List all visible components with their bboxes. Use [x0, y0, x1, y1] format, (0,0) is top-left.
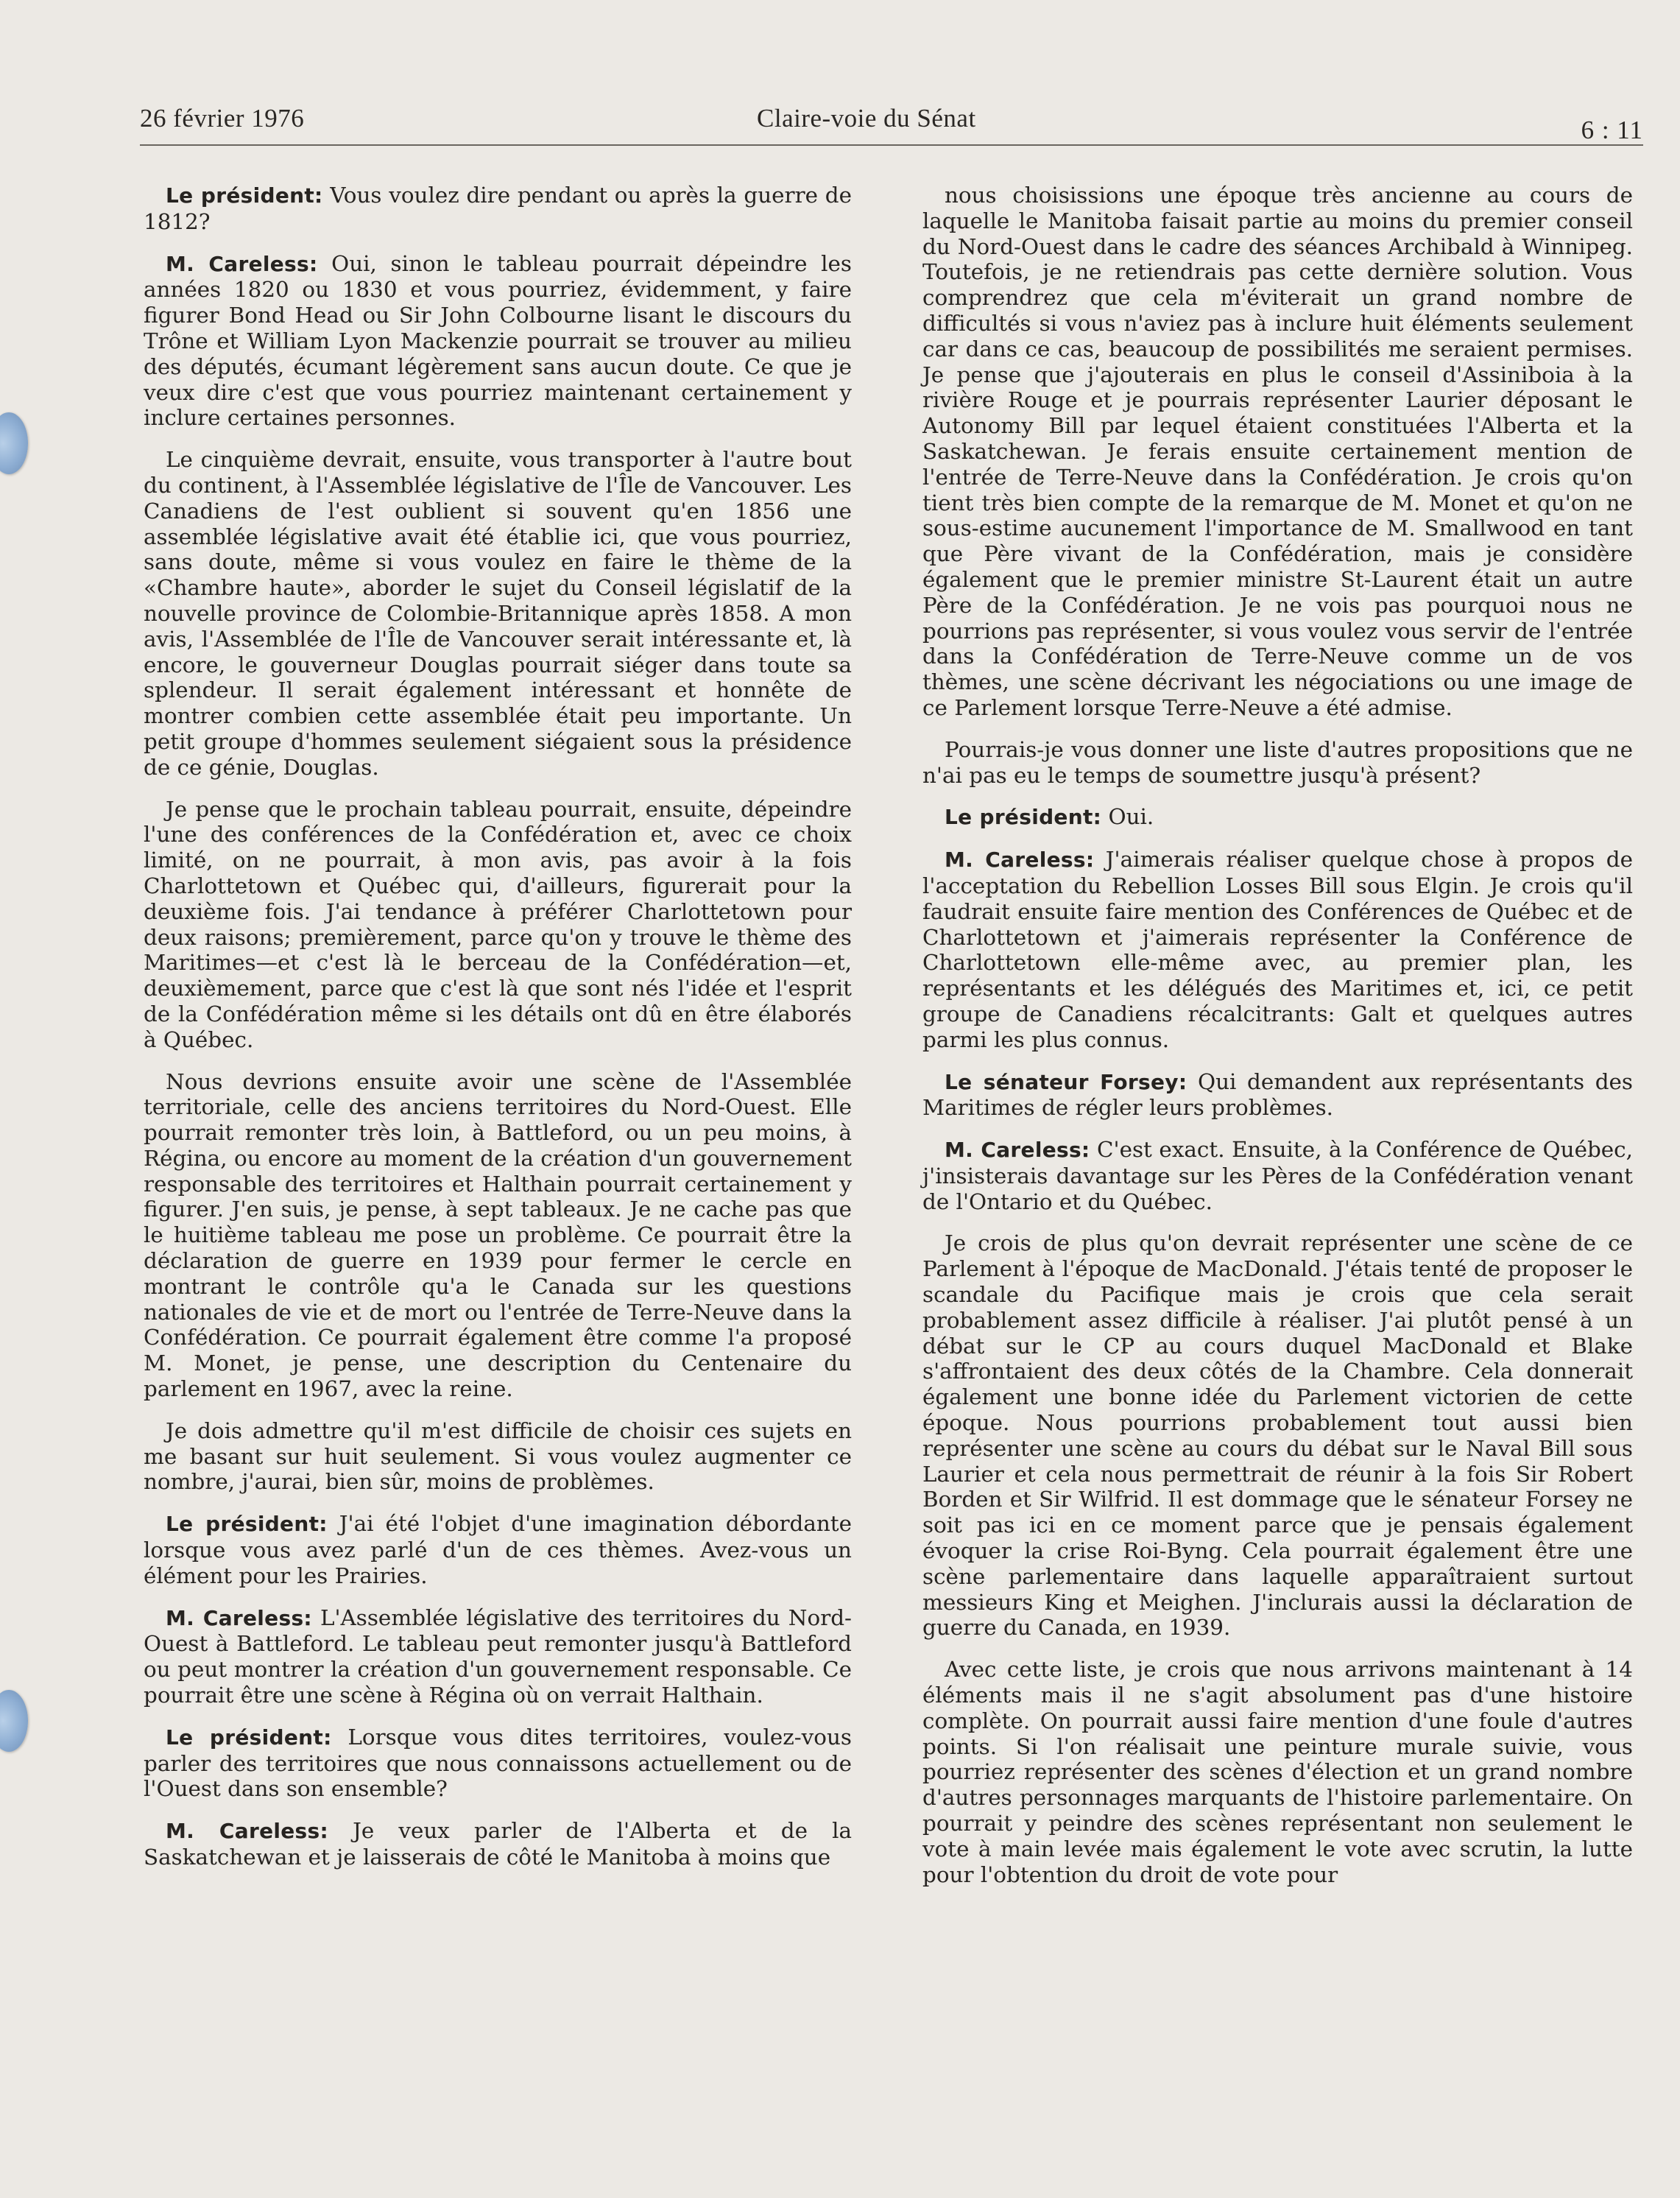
- paragraph-text: Lorsque vous dites territoires, voulez-vous parler des territoires que nous connaissons actuellement ou de l'Ouest dans son ensemble?: [144, 1724, 852, 1802]
- speaker-name: M. Careless:: [166, 1819, 328, 1844]
- binder-hole-bottom: [0, 1690, 28, 1752]
- speaker-name: M. Careless:: [166, 1605, 312, 1630]
- paragraph-text: C'est exact. Ensuite, à la Conférence de Québec, j'insisterais davantage sur les Pères de la Confédération venant de l'Ontario et du Québec.: [922, 1137, 1633, 1214]
- paragraph-text: Pourrais-je vous donner une liste d'autres propositions que ne n'ai pas eu le temps de soumettre jusqu'à présent?: [922, 736, 1633, 788]
- paragraph: [922, 1137, 1633, 1214]
- paragraph: [922, 183, 1633, 721]
- paragraph: [144, 797, 852, 1053]
- paragraph: [922, 847, 1633, 1052]
- speaker-name: M. Careless:: [945, 1138, 1090, 1163]
- speaker-name: Le président:: [945, 805, 1102, 830]
- paragraph: [144, 1818, 852, 1870]
- speaker-name: Le président:: [166, 1725, 332, 1750]
- paragraph: [144, 251, 852, 432]
- speaker-name: M. Careless:: [166, 251, 318, 276]
- paragraph: [922, 1069, 1633, 1121]
- paragraph-text: Qui demandent aux représentants des Maritimes de régler leurs problèmes.: [922, 1068, 1633, 1121]
- paragraph: [144, 1511, 852, 1588]
- speaker-name: Le président:: [166, 183, 323, 208]
- paragraph-text: Je dois admettre qu'il m'est difficile de choisir ces sujets en me basant sur huit seulement. Si vous voulez augmenter ce nombre, j'aurai, bien sûr, moins de problèmes.: [144, 1417, 852, 1495]
- paragraph: [144, 183, 852, 235]
- header-rule: [140, 144, 1643, 146]
- paragraph: [922, 804, 1633, 831]
- paragraph-text: Oui, sinon le tableau pourrait dépeindre les années 1820 ou 1830 et vous pourriez, évidemment, y faire figurer Bond Head ou Sir John Colbourne lisant le discours du Trône et William Lyon Mackenzie pourrait se trouver au milieu des députés, écumant légèrement sans aucun doute. Ce que je veux dire c'est que vous pourriez maintenant certainement y inclure certaines personnes.: [144, 250, 852, 431]
- paragraph: [922, 737, 1633, 789]
- speaker-name: M. Careless:: [945, 848, 1095, 873]
- paragraph: [144, 447, 852, 780]
- paragraph-text: nous choisissions une époque très ancienne au cours de laquelle le Manitoba faisait partie au moins du premier conseil du Nord-Ouest dans le cadre des séances Archibald à Winnipeg. Toutefois, je ne retiendrais pas cette dernière solution. Vous comprendrez que cela m'éviterait un grand nombre de difficultés si vous n'aviez pas à inclure huit éléments seulement car dans ce cas, beaucoup de possibilités me seraient permises. Je pense que j'ajouterais en plus le conseil d'Assiniboia à la rivière Rouge et je pourrais représenter Laurier déposant le Autonomy Bill par lequel étaient constituées l'Alberta et la Saskatchewan. Je ferais ensuite certainement mention de l'entrée de Terre-Neuve dans la Confédération. Je crois qu'on tient très bien compte de la remarque de M. Monet et qu'on ne sous-estime aucunement l'importance de M. Smallwood en tant que Père vivant de la Confédération, mais je considère également que le premier ministre St-Laurent était un autre Père de la Confédération. Je ne vois pas pourquoi nous ne pourrions pas représenter, si vous voulez vous servir de l'entrée dans la Confédération de Terre-Neuve comme un de vos thèmes, une scène décrivant les négociations ou une image de ce Parlement lorsque Terre-Neuve a été admise.: [922, 183, 1633, 720]
- paragraph-text: L'Assemblée législative des territoires du Nord-Ouest à Battleford. Le tableau peut remonter jusqu'à Battleford ou peut montrer la création d'un gouvernement responsable. Ce pourrait être une scène à Régina où on verrait Halthain.: [144, 1605, 852, 1708]
- paragraph-text: Nous devrions ensuite avoir une scène de l'Assemblée territoriale, celle des anciens territoires du Nord-Ouest. Elle pourrait remonter très loin, à Battleford, ou un peu moins, à Régina, ou encore au moment de la création d'un gouvernement responsable des territoires et Halthain pourrait certainement y figurer. J'en suis, je pense, à sept tableaux. Je ne cache pas que le huitième tableau me pose un problème. Ce pourrait être la déclaration de guerre en 1939 pour fermer le cercle en montrant le contrôle qu'a le Canada sur les questions nationales de vie et de mort ou l'entrée de Terre-Neuve dans la Confédération. Ce pourrait également être comme l'a proposé M. Monet, je pense, une description du Centenaire du parlement en 1967, avec la reine.: [144, 1068, 852, 1402]
- paragraph-text: Avec cette liste, je crois que nous arrivons maintenant à 14 éléments mais il ne s'agit absolument pas d'une histoire complète. On pourrait aussi faire mention d'une foule d'autres points. Si l'on réalisait une peinture murale suivie, vous pourriez représenter des scènes d'élection et un grand nombre d'autres personnages marquants de l'histoire parlementaire. On pourrait y peindre des scènes représentant non seulement le vote à main levée mais également le vote avec scrutin, la lutte pour l'obtention du droit de vote pour: [922, 1657, 1633, 1887]
- paragraph: [922, 1657, 1633, 1887]
- paragraph-text: Je veux parler de l'Alberta et de la Saskatchewan et je laisserais de côté le Manitoba à moins que: [144, 1818, 852, 1870]
- speaker-name: Le président:: [166, 1512, 328, 1537]
- page-header: [140, 99, 1643, 144]
- paragraph: [922, 1230, 1633, 1641]
- paragraph: [144, 1605, 852, 1708]
- paragraph-text: Le cinquième devrait, ensuite, vous transporter à l'autre bout du continent, à l'Assemblée législative de l'Île de Vancouver. Les Canadiens de l'est oublient si souvent qu'en 1856 une assemblée législative avait été établie ici, que vous pourriez, sans doute, même si vous voulez en faire le thème de la «Chambre haute», aborder le sujet du Conseil législatif de la nouvelle province de Colombie-Britannique après 1858. A mon avis, l'Assemblée de l'Île de Vancouver serait intéressante et, là encore, le gouverneur Douglas pourrait siéger dans toute sa splendeur. Il serait également intéressant et honnête de montrer combien cette assemblée était peu importante. Un petit groupe d'hommes seulement siégaient sous la présidence de ce génie, Douglas.: [144, 447, 852, 780]
- paragraph-text: Vous voulez dire pendant ou après la guerre de 1812?: [144, 183, 852, 234]
- paragraph-text: Je pense que le prochain tableau pourrait, ensuite, dépeindre l'une des conférences de la Confédération et, avec ce choix limité, on ne pourrait, à mon avis, pas avoir à la fois Charlottetown et Québec qui, d'ailleurs, figurerait pour la deuxième fois. J'ai tendance à préférer Charlottetown pour deux raisons; premièrement, parce qu'on y trouve le thème des Maritimes—et c'est là le berceau de la Confédération—et, deuxièmement, parce que c'est là que sont nés l'idée et l'esprit de la Confédération même si les détails ont dû en être élaborés à Québec.: [144, 796, 852, 1052]
- paragraph: [144, 1418, 852, 1495]
- binder-hole-top: [0, 412, 28, 474]
- paragraph-text: J'aimerais réaliser quelque chose à propos de l'acceptation du Rebellion Losses Bill sous Elgin. Je crois qu'il faudrait ensuite faire mention des Conférences de Québec et de Charlottetown et j'aimerais représenter la Conférence de Charlottetown elle-même avec, au premier plan, les représentants et les délégués des Maritimes et, ici, ce petit groupe de Canadiens récalcitrants: Galt et quelques autres parmi les plus connus.: [922, 847, 1633, 1052]
- speaker-name: Le sénateur Forsey:: [945, 1069, 1187, 1094]
- paragraph-text: Je crois de plus qu'on devrait représenter une scène de ce Parlement à l'époque de MacDonald. J'étais tenté de proposer le scandale du Pacifique mais je crois que cela serait probablement assez difficile à réaliser. J'ai plutôt pensé à un débat sur le CP au cours duquel MacDonald et Blake s'affrontaient des deux côtés de la Chambre. Cela donnerait également une bonne idée du Parlement victorien de cette époque. Nous pourrions probablement tout aussi bien représenter une scène au cours du débat sur le Naval Bill sous Laurier et cela nous permettrait de réunir à la fois Sir Robert Borden et Sir Wilfrid. Il est dommage que le sénateur Forsey ne soit pas ici en ce moment parce que je pensais également évoquer la crise Roi-Byng. Cela pourrait également être une scène parlementaire dans laquelle apparaîtraient surtout messieurs King et Meighen. J'inclurais aussi la déclaration de guerre du Canada, en 1939.: [922, 1230, 1633, 1641]
- page-number: 6 : 11: [1581, 116, 1643, 144]
- left-column: [144, 183, 852, 1887]
- right-column: [922, 183, 1633, 1903]
- header-date: 26 février 1976: [140, 104, 305, 133]
- paragraph-text: J'ai été l'objet d'une imagination débordante lorsque vous avez parlé d'un de ces thèmes. Avez-vous un élément pour les Prairies.: [144, 1511, 852, 1588]
- header-title: Claire-voie du Sénat: [757, 104, 976, 133]
- paragraph: [144, 1725, 852, 1802]
- paragraph: [144, 1069, 852, 1402]
- paragraph-text: Oui.: [1101, 804, 1154, 830]
